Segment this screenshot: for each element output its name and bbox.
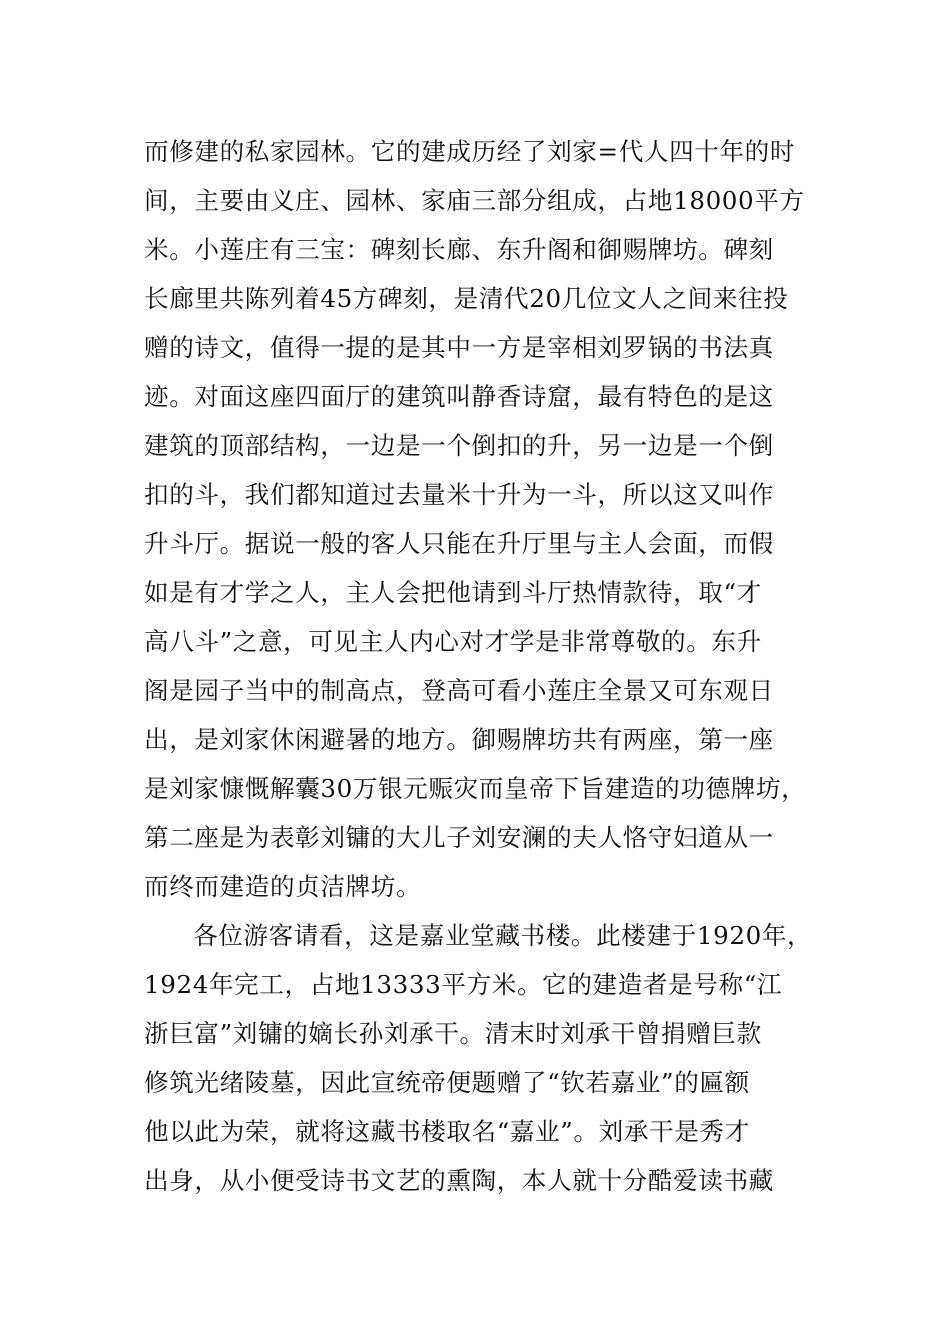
text-line: 1924年完工，占地13333平方米。它的建造者是号称“江 [144,970,783,999]
text-line: 阁是园子当中的制高点，登高可看小莲庄全景又可东观日 [144,676,774,705]
text-line: 建筑的顶部结构，一边是一个倒扣的升，另一边是一个倒 [144,431,774,460]
text-line: 赠的诗文，值得一提的是其中一方是宰相刘罗锅的书法真 [144,333,774,362]
text-line: 是刘家慷慨解囊30万银元赈灾而皇帝下旨建造的功德牌坊， [144,774,807,803]
text-line: 如是有才学之人，主人会把他请到斗厅热情款待，取“才 [144,578,762,607]
text-line: 修筑光绪陵墓，因此宣统帝便题赠了“钦若嘉业”的匾额 [144,1068,750,1097]
text-line: 升斗厅。据说一般的客人只能在升厅里与主人会面，而假 [144,529,774,558]
text-line: 浙巨富”刘镛的嫡长孙刘承干。清末时刘承干曾捐赠巨款 [144,1019,762,1048]
text-line: 米。小莲庄有三宝：碑刻长廊、东升阁和御赐牌坊。碑刻 [144,235,774,264]
text-line: 而修建的私家园林。它的建成历经了刘家=代人四十年的时 [144,137,796,166]
text-line: 迹。对面这座四面厅的建筑叫静香诗窟，最有特色的是这 [144,382,774,411]
text-line: 高八斗”之意，可见主人内心对才学是非常尊敬的。东升 [144,627,762,656]
text-line: 出身，从小便受诗书文艺的熏陶，本人就十分酷爱读书藏 [144,1166,774,1195]
text-line: 扣的斗，我们都知道过去量米十升为一斗，所以这又叫作 [144,480,774,509]
text-line: 出，是刘家休闲避暑的地方。御赐牌坊共有两座，第一座 [144,725,774,754]
text-line: 而终而建造的贞洁牌坊。 [144,872,422,901]
text-line: 第二座是为表彰刘镛的大儿子刘安澜的夫人恪守妇道从一 [144,823,774,852]
body-text [144,127,824,1205]
text-line: 间，主要由义庄、园林、家庙三部分组成，占地18000平方 [144,186,805,215]
paragraph-start-line: 各位游客请看，这是嘉业堂藏书楼。此楼建于1920年， [193,921,813,950]
text-line: 长廊里共陈列着45方碑刻，是清代20几位文人之间来往投 [144,284,789,313]
text-line: 他以此为荣，就将这藏书楼取名“嘉业”。刘承干是秀才 [144,1117,750,1146]
